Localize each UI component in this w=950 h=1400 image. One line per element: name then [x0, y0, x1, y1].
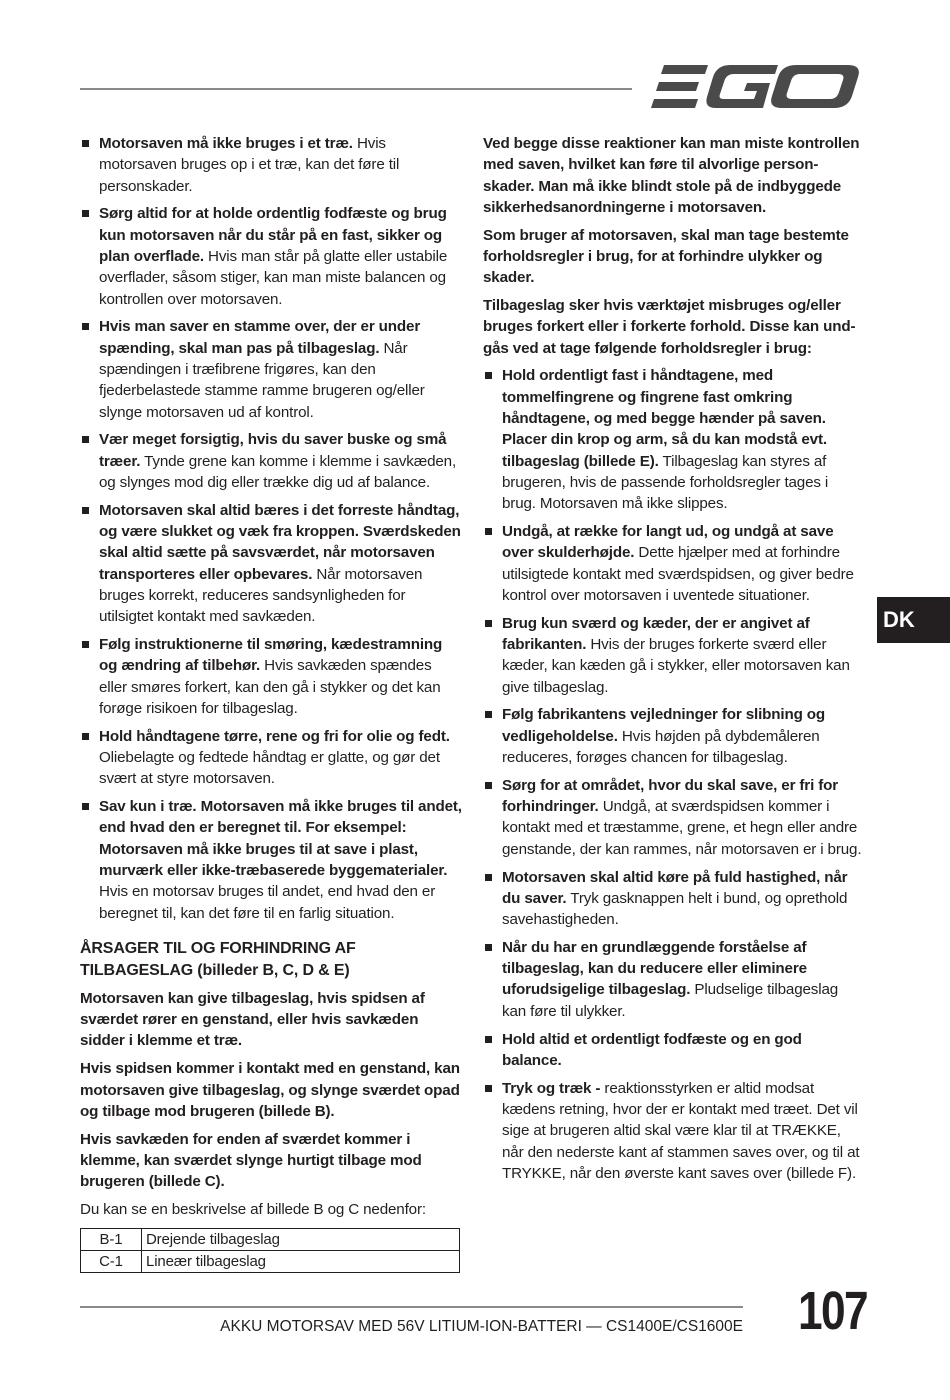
square-bullet-icon: [485, 1085, 492, 1092]
table-cell-label: Lineær tilbageslag: [142, 1251, 460, 1273]
list-item: Hold ordentligt fast i håndtagene, med tommelfingrene og fingrene fast omkring håndtagene, og med begge hænder på saven. Placer din krop og arm, så du kan modstå evt. tilbageslag (billede E). Tilbageslag kan styres af brugeren, hvis de passende forholdsregler tages i brug. Motorsaven må ikke slippes.: [483, 365, 865, 514]
list-item: Hold håndtagene tørre, rene og fri for olie og fedt. Oliebelagte og fedtede håndtag er glatte, og gør det svært at styre motorsaven.: [80, 726, 462, 790]
header-rule: [80, 88, 632, 90]
list-item: Undgå, at række for langt ud, og undgå at save over skulderhøjde. Dette hjælper med at forhindre utilsigtede kontakt med sværdspidsen, og giver bedre kontrol over motorsaven i uventede situationer.: [483, 521, 865, 606]
square-bullet-icon: [485, 1036, 492, 1043]
list-item: Motorsaven skal altid køre på fuld hastighed, når du saver. Tryk gasknappen helt i bund, og oprethold savehastigheden.: [483, 867, 865, 931]
square-bullet-icon: [82, 803, 89, 810]
table-row: [81, 1251, 460, 1273]
table-cell-label: Drejende tilbageslag: [142, 1229, 460, 1251]
safety-bullet-list: [80, 133, 462, 924]
paragraph: Motorsaven kan give tilbageslag, hvis spidsen af sværdet rører en genstand, eller hvis savkæden sidder i klemme et træ.: [80, 989, 425, 1050]
list-item: Sørg altid for at holde ordentlig fodfæste og brug kun motorsaven når du står på en fast, sikker og plan overflade. Hvis man står på glatte eller ustabile overflader, såsom stiger, kan man miste balancen og kontrollen over motorsaven.: [80, 203, 462, 309]
page-number: 107: [798, 1281, 867, 1341]
figure-legend-table: [80, 1228, 460, 1273]
list-item: Følg fabrikantens vejledninger for slibning og vedligeholdelse. Hvis højden på dybdemåleren reduceres, forøges chancen for tilbageslag.: [483, 704, 865, 768]
square-bullet-icon: [485, 782, 492, 789]
left-column: [80, 133, 462, 1273]
paragraph: Du kan se en beskrivelse af billede B og C nedenfor:: [80, 1201, 426, 1219]
paragraph: Hvis savkæden for enden af sværdet kommer i klemme, kan sværdet slynge hurtigt tilbage mod brugeren (billede C).: [80, 1130, 422, 1191]
footer-title: AKKU MOTORSAV MED 56V LITIUM-ION-BATTERI — CS1400E/CS1600E: [220, 1318, 743, 1335]
footer-rule: [80, 1306, 743, 1308]
square-bullet-icon: [82, 641, 89, 648]
square-bullet-icon: [485, 874, 492, 881]
paragraph: Hvis spidsen kommer i kontakt med en genstand, kan motorsaven give tilbageslag, og slynge sværdet opad og tilbage mod brugeren (billede B).: [80, 1060, 460, 1120]
section-heading: ÅRSAGER TIL OG FORHINDRING AF TILBAGESLAG (billeder B, C, D & E): [80, 939, 356, 979]
table-cell-code: B-1: [81, 1229, 142, 1251]
paragraph: Ved begge disse reaktioner kan man miste kontrollen med saven, hvilket kan føre til alvorlige person-skader. Man må ikke blindt stole på de indbyggede sikkerhedsanordningerne i motorsaven.: [483, 135, 860, 216]
list-item: Sav kun i træ. Motorsaven må ikke bruges til andet, end hvad den er beregnet til. For eksempel: Motorsaven må ikke bruges til at save i plast, murværk eller ikke-træbaserede byggematerialer. Hvis en motorsav bruges til andet, end hvad den er beregnet til, kan det føre til en farlig situation.: [80, 796, 462, 924]
list-item: Tryk og træk - reaktionsstyrken er altid modsat kædens retning, hvor der er kontakt med træet. Det vil sige at brugeren altid skal være klar til at TRÆKKE, når den nederste kant af stammen saves over, og til at TRYKKE, når den øverste kant saves over (billede F).: [483, 1078, 865, 1184]
list-item: Brug kun sværd og kæder, der er angivet af fabrikanten. Hvis der bruges forkerte sværd eller kæder, kan kæden gå i stykker, eller motorsaven kan give tilbageslag.: [483, 613, 865, 698]
square-bullet-icon: [485, 711, 492, 718]
list-item: Sørg for at området, hvor du skal save, er fri for forhindringer. Undgå, at sværdspidsen kommer i kontakt med et træstamme, grene, et hegn eller andre genstande, der kan rammes, når motorsaven er i brug.: [483, 775, 865, 860]
square-bullet-icon: [82, 507, 89, 514]
list-item: Hold altid et ordentligt fodfæste og en god balance.: [483, 1029, 865, 1072]
paragraph: Tilbageslag sker hvis værktøjet misbruges og/eller bruges forkert eller i forkerte forhold. Disse kan und-gås ved at tage følgende forholdsregler i brug:: [483, 297, 856, 357]
list-item: Følg instruktionerne til smøring, kædestramning og ændring af tilbehør. Hvis savkæden spændes eller smøres forkert, kan den gå i stykker og det kan forøge risikoen for tilbageslag.: [80, 634, 462, 719]
ego-logo: [650, 62, 862, 114]
list-item: Hvis man saver en stamme over, der er under spænding, skal man pas på tilbageslag. Når spændingen i træfibrene frigøres, kan den fjederbelastede stamme ramme brugeren og/eller slynge motorsaven ud af kontrol.: [80, 316, 462, 422]
square-bullet-icon: [485, 528, 492, 535]
square-bullet-icon: [82, 733, 89, 740]
square-bullet-icon: [485, 372, 492, 379]
square-bullet-icon: [82, 140, 89, 147]
square-bullet-icon: [82, 436, 89, 443]
square-bullet-icon: [82, 210, 89, 217]
square-bullet-icon: [485, 944, 492, 951]
language-tab: DK: [877, 597, 950, 643]
right-column: [483, 133, 865, 1191]
precaution-bullet-list: [483, 365, 865, 1184]
list-item: Motorsaven må ikke bruges i et træ. Hvis motorsaven bruges op i et træ, kan det føre til personskader.: [80, 133, 462, 197]
list-item: Når du har en grundlæggende forståelse af tilbageslag, kan du reducere eller eliminere uforudsigelige tilbageslag. Pludselige tilbageslag kan føre til ulykker.: [483, 937, 865, 1022]
list-item: Vær meget forsigtig, hvis du saver buske og små træer. Tynde grene kan komme i klemme i savkæden, og slynges mod dig eller trække dig ud af balance.: [80, 429, 462, 493]
square-bullet-icon: [82, 323, 89, 330]
list-item: Motorsaven skal altid bæres i det forreste håndtag, og være slukket og væk fra kroppen. Sværdskeden skal altid sætte på savsværdet, når motorsaven transporteres eller opbevares. Når motorsaven bruges korrekt, reduceres sandsynligheden for utilsigtet kontakt med savkæden.: [80, 500, 462, 628]
table-cell-code: C-1: [81, 1251, 142, 1273]
square-bullet-icon: [485, 620, 492, 627]
paragraph: Som bruger af motorsaven, skal man tage bestemte forholdsregler i brug, for at forhindre ulykker og skader.: [483, 226, 849, 287]
table-row: [81, 1229, 460, 1251]
